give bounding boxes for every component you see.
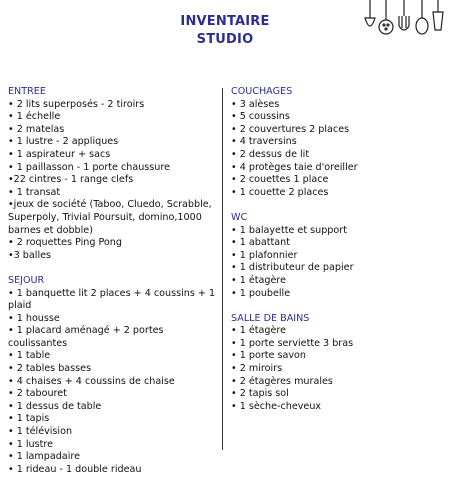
list-item: • 1 aspirateur + sacs <box>8 148 111 160</box>
list-item: • 1 étagère <box>231 274 287 286</box>
kitchen-utensils-icon <box>360 0 450 40</box>
list-item: • 1 housse <box>8 312 60 324</box>
list-item: •jeux de société (Taboo, Cluedo, Scrabble, Superpoly, Trivial Poursuit, domino,1000 barnes et dobble) <box>8 199 215 236</box>
list-item: • 1 balayette et support <box>231 224 347 236</box>
list-item: • 1 abattant <box>231 237 290 249</box>
list-item: • 1 lampadaire <box>8 451 80 463</box>
list-item: • 1 porte savon <box>231 350 306 362</box>
section-title: WC <box>231 211 248 223</box>
list-item: • 2 tables basses <box>8 363 92 375</box>
section-salle-de-bains <box>231 313 446 414</box>
section-entree <box>8 86 223 262</box>
list-item: • 1 échelle <box>8 111 61 123</box>
list-item: • 4 protèges taie d'oreiller <box>231 161 358 173</box>
section-title: SALLE DE BAINS <box>231 312 310 324</box>
list-item: • 4 chaises + 4 coussins de chaise <box>8 375 175 387</box>
list-item: • 2 couvertures 2 places <box>231 123 350 135</box>
section-title: SEJOUR <box>8 274 45 286</box>
list-item: • 1 porte serviette 3 bras <box>231 337 354 349</box>
list-item: • 1 plafonnier <box>231 249 298 261</box>
list-item: • 1 paillasson - 1 porte chaussure <box>8 161 171 173</box>
list-item: • 1 couette 2 places <box>231 186 329 198</box>
list-item: • 1 tapis <box>8 413 50 425</box>
column-divider <box>222 88 223 450</box>
list-item: • 5 coussins <box>231 111 290 123</box>
list-item: • 2 dessus de lit <box>231 148 310 160</box>
list-item: • 1 rideau - 1 double rideau <box>8 463 142 475</box>
list-item: • 4 traversins <box>231 136 297 148</box>
list-item: • 1 sèche-cheveux <box>231 400 322 412</box>
list-item: • 2 roquettes Ping Pong <box>8 237 122 249</box>
list-item: • 1 distributeur de papier <box>231 262 354 274</box>
section-wc <box>231 212 446 300</box>
list-item: • 1 banquette lit 2 places + 4 coussins + 1 plaid <box>8 287 219 312</box>
section-title: ENTREE <box>8 86 46 97</box>
left-column <box>8 86 223 489</box>
page-subtitle: STUDIO <box>196 32 254 47</box>
list-item: • 1 lustre <box>8 438 54 450</box>
list-item: • 2 matelas <box>8 123 65 135</box>
list-item: • 2 miroirs <box>231 363 283 375</box>
list-item: • 2 couettes 1 place <box>231 174 329 186</box>
section-couchages <box>231 86 446 199</box>
list-item: • 2 lits superposés - 2 tiroirs <box>8 98 145 110</box>
list-item: • 1 télévision <box>8 426 73 438</box>
list-item: • 2 tapis sol <box>231 388 289 400</box>
page-title: INVENTAIRE <box>180 14 270 29</box>
section-title: COUCHAGES <box>231 86 293 97</box>
list-item: • 1 lustre - 2 appliques <box>8 136 119 148</box>
list-item: • 2 étagères murales <box>231 375 333 387</box>
list-item: • 1 étagère <box>231 325 287 337</box>
right-column <box>231 86 446 426</box>
section-sejour <box>8 275 223 477</box>
list-item: •22 cintres - 1 range clefs <box>8 174 134 186</box>
list-item: • 1 placard aménagé + 2 portes coulissantes <box>8 325 167 349</box>
list-item: • 1 transat <box>8 186 61 198</box>
list-item: •3 balles <box>8 249 52 261</box>
list-item: • 1 dessus de table <box>8 400 102 412</box>
list-item: • 2 tabouret <box>8 388 67 400</box>
list-item: • 1 poubelle <box>231 287 291 299</box>
list-item: • 3 alèses <box>231 98 280 110</box>
list-item: • 1 table <box>8 350 51 362</box>
